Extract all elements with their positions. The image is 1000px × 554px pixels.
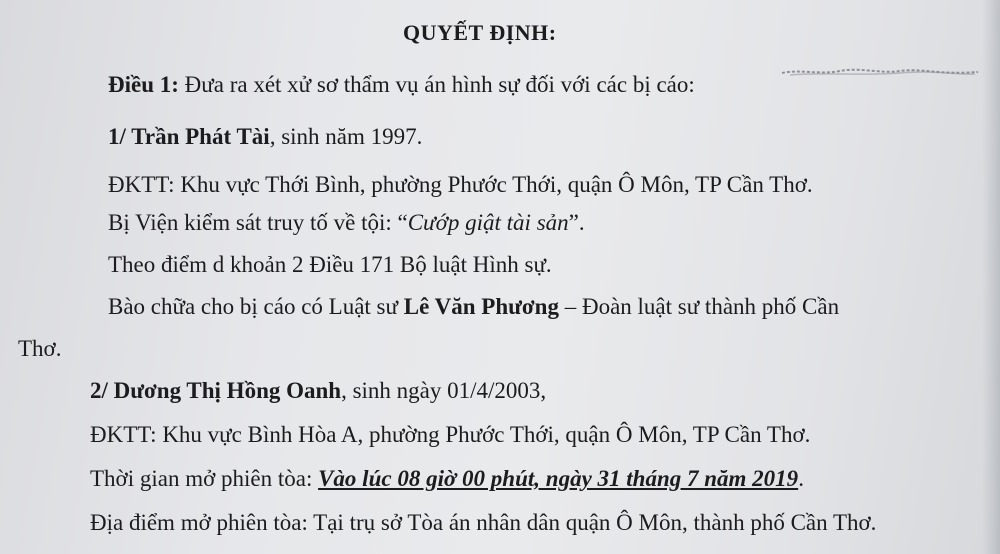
defense-prefix: Bào chữa cho bị cáo có Luật sư	[108, 294, 404, 319]
charge-suffix: ”.	[568, 210, 585, 235]
defendant-1-address: ĐKTT: Khu vực Thới Bình, phường Phước Thới, quận Ô Môn, TP Cần Thơ.	[108, 172, 813, 197]
defendant-1-charge-line	[108, 208, 585, 238]
defendant-1-defense-continued: Thơ.	[18, 336, 62, 361]
lawyer-name: Lê Văn Phương	[403, 294, 559, 319]
defendant-1-law: Theo điểm d khoản 2 Điều 171 Bộ luật Hình sự.	[108, 252, 552, 277]
article-1-label: Điều 1:	[108, 72, 179, 97]
defendant-2-address: ĐKTT: Khu vực Bình Hòa A, phường Phước Thới, quận Ô Môn, TP Cần Thơ.	[90, 422, 811, 447]
defense-suffix: – Đoàn luật sư thành phố Cần	[558, 294, 840, 319]
hearing-place-line	[90, 508, 876, 538]
hearing-place-label: Địa điểm mở phiên tòa:	[90, 510, 314, 535]
charge-name: Cướp giật tài sản	[407, 210, 569, 235]
hearing-time-end: .	[798, 466, 804, 491]
defendant-1-defense-line	[108, 292, 839, 322]
defendant-2-birth: , sinh ngày 01/4/2003,	[341, 378, 547, 403]
defendant-2-line	[90, 376, 546, 406]
hearing-time-label: Thời gian mở phiên tòa:	[90, 466, 319, 491]
article-1-text: Đưa ra xét xử sơ thẩm vụ án hình sự đối với các bị cáo:	[178, 72, 695, 97]
defendant-1-line	[108, 122, 422, 152]
defendant-1-birth: , sinh năm 1997.	[269, 124, 423, 149]
hearing-place-value: Tại trụ sở Tòa án nhân dân quận Ô Môn, thành phố Cần Thơ.	[313, 510, 877, 535]
paper-edge-shadow	[982, 0, 1000, 554]
charge-prefix: Bị Viện kiểm sát truy tố về tội: “	[108, 210, 408, 235]
hearing-time-value: Vào lúc 08 giờ 00 phút, ngày 31 tháng 7 năm 2019	[318, 466, 799, 491]
defendant-1-name: 1/ Trần Phát Tài	[108, 124, 270, 149]
defendant-2-name: 2/ Dương Thị Hồng Oanh	[90, 378, 342, 403]
article-1-line	[108, 70, 695, 100]
decision-title: QUYẾT ĐỊNH:	[403, 20, 557, 45]
hearing-time-line	[90, 464, 804, 494]
pen-scribble-mark	[780, 66, 980, 78]
